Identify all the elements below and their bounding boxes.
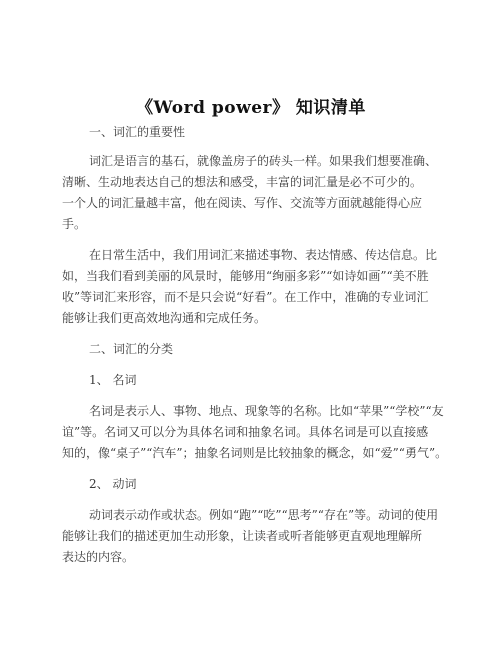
document-title: 《Word power》 知识清单 [136,98,366,118]
paragraph-line: 收”等词汇来形容，而不是只会说“好看”。在工作中，准确的专业词汇 [62,290,429,304]
paragraph-line: 清晰、生动地表达自己的想法和感受，丰富的词汇量是必不可少的。 [62,175,423,189]
paragraph-line: 如，当我们看到美丽的风景时，能够用“绚丽多彩”“如诗如画”“美不胜 [62,269,429,283]
paragraph-line: 知的，像“桌子”“汽车”；抽象名词则是比较抽象的概念，如“爱”“勇气”。 [62,446,448,460]
paragraph-line: 名词是表示人、事物、地点、现象等的名称。比如“苹果”“学校”“友 [89,404,444,418]
paragraph-line: 动词表示动作或状态。例如“跑”“吃”“思考”“存在”等。动词的使用 [89,508,439,522]
paragraph-line: 手。 [62,217,87,231]
paragraph-nouns [62,401,448,464]
paragraph-line: 在日常生活中，我们用词汇来描述事物、表达情感、传达信息。比 [89,248,438,262]
paragraph-verbs [62,505,444,568]
paragraph-line: 能够让我们更高效地沟通和完成任务。 [62,311,267,325]
document-body [62,122,448,568]
paragraph-line: 表达的内容。 [62,550,135,564]
paragraph-line: 谊”等。名词又可以分为具体名词和抽象名词。具体名词是可以直接感 [62,425,429,439]
paragraph-line: 能够让我们的描述更加生动形象，让读者或听者能够更直观地理解所 [62,529,423,543]
paragraph-line: 词汇是语言的基石，就像盖房子的砖头一样。如果我们想要准确、 [89,154,438,168]
section-heading-classification: 二、词汇的分类 [89,342,174,356]
paragraph-importance-1 [62,151,444,235]
subsection-heading-verbs: 2、 动词 [89,477,137,491]
section-heading-importance: 一、词汇的重要性 [89,125,186,139]
paragraph-importance-2 [62,245,444,329]
paragraph-line: 一个人的词汇量越丰富，他在阅读、写作、交流等方面就越能得心应 [62,196,423,210]
subsection-heading-nouns: 1、 名词 [89,373,137,387]
